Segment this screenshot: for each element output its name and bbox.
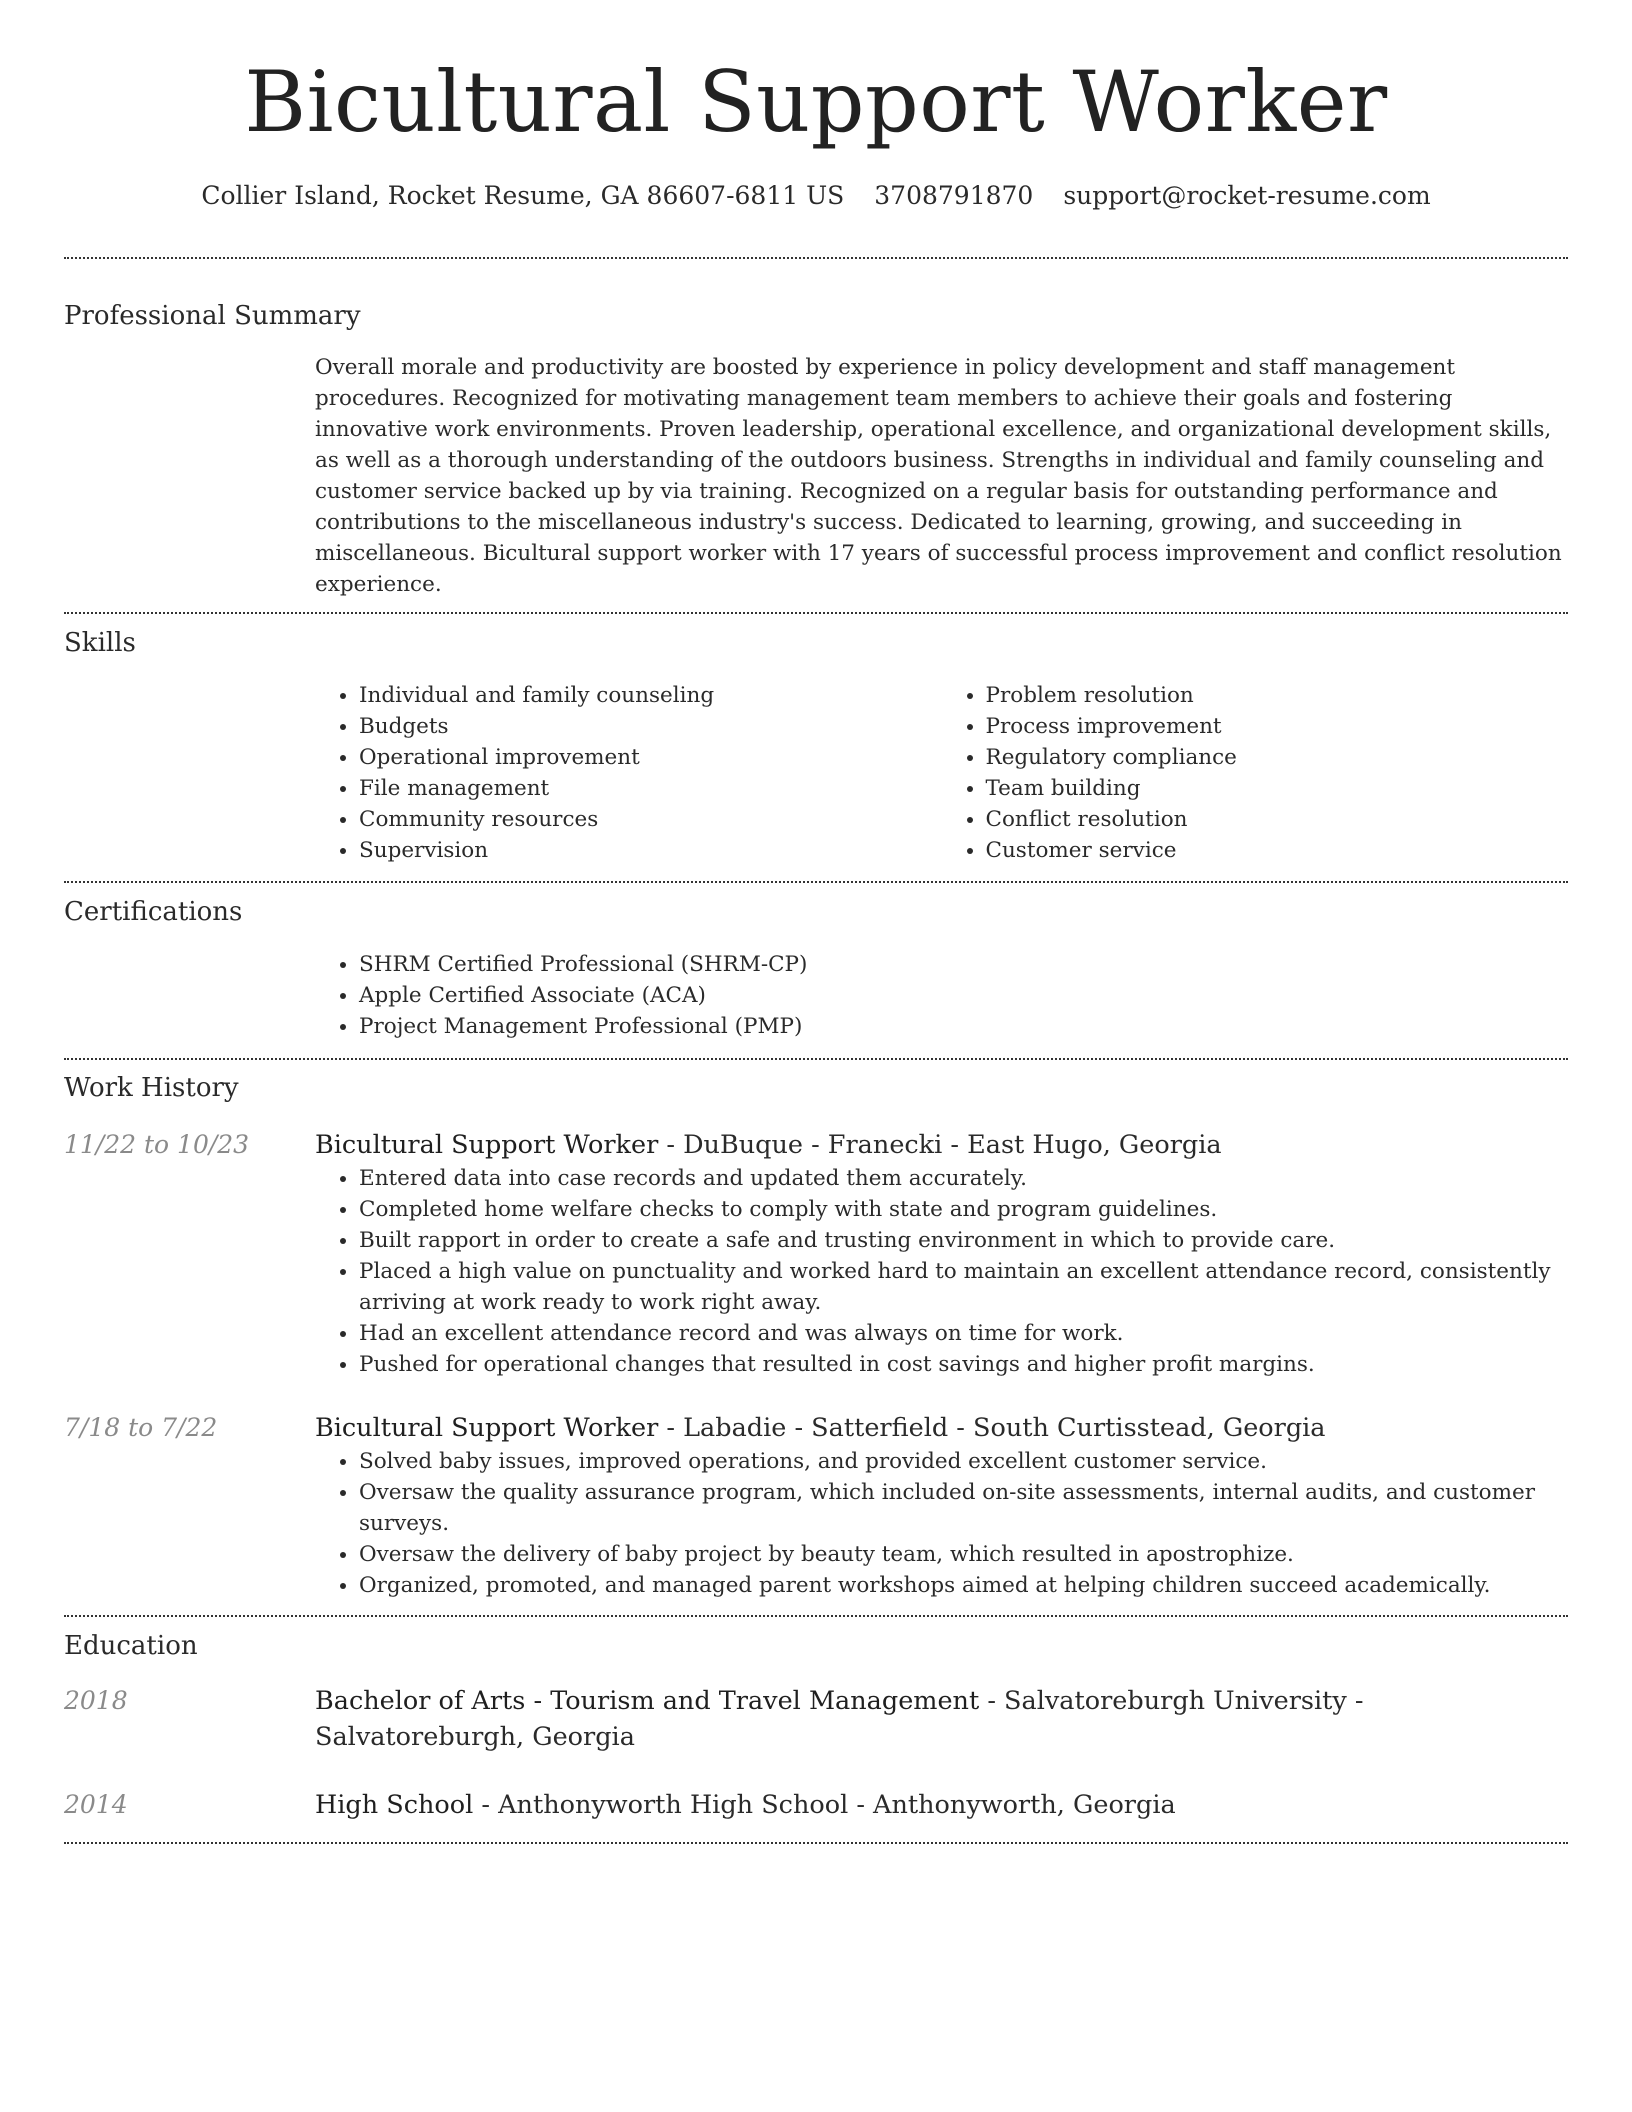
skills-heading: Skills [64,628,136,658]
contact-phone: 3708791870 [874,181,1034,210]
education-title-line [315,1683,1568,1755]
skill-item: • Budgets [359,711,942,742]
skill-item: • Conflict resolution [986,804,1569,835]
skill-item: • Problem resolution [986,680,1569,711]
job-bullet: • Placed a high value on punctuality and worked hard to maintain an excellent attendance record, consistently arriving at work ready to work right away. [359,1256,1568,1318]
job-bullet: • Completed home welfare checks to comply with state and program guidelines. [359,1194,1568,1225]
certification-item: • SHRM Certified Professional (SHRM-CP) [359,949,1568,980]
job-dates: 11/22 to 10/23 [64,1130,250,1159]
divider [64,1842,1568,1844]
education-degree: Bachelor of Arts - Tourism and Travel Management [315,1686,980,1716]
skills-list-left [315,680,942,866]
job-bullet: • Oversaw the quality assurance program, which included on-site assessments, internal audits, and customer surveys. [359,1477,1568,1539]
education-year: 2014 [64,1790,128,1819]
skill-item: • Customer service [986,835,1569,866]
certifications-section [64,883,1568,1042]
education-details: - Salvatoreburgh University - Salvatoreburgh, Georgia [315,1686,1364,1752]
skills-grid [315,680,1568,866]
job-body [315,1410,1568,1601]
skill-item: • Supervision [359,835,942,866]
work-section [64,1060,1568,1601]
summary-content [315,352,1568,600]
job-bullet: • Pushed for operational changes that resulted in cost savings and higher profit margins. [359,1349,1568,1380]
skill-item: • Process improvement [986,711,1569,742]
skill-item: • Regulatory compliance [986,742,1569,773]
education-entry [64,1787,1568,1823]
education-body [315,1683,1568,1755]
job-bullet: • Organized, promoted, and managed parent workshops aimed at helping children succeed academically. [359,1570,1568,1601]
contact-address: Collier Island, Rocket Resume, GA 86607-6811 US [201,181,845,210]
job-title-line [315,1410,1568,1446]
job-entry [64,1410,1568,1601]
summary-text: Overall morale and productivity are boosted by experience in policy development and staff management procedures. Recognized for motivating management team members to achieve their goals and fostering innovative work environments. Proven leadership, operational excellence, and organizational development skills, as well as a thorough understanding of the outdoors business. Strengths in individual and family counseling and customer service backed up by via training. Recognized on a regular basis for outstanding performance and contributions to the miscellaneous industry's success. Dedicated to learning, growing, and succeeding in miscellaneous. Bicultural support worker with 17 years of successful process improvement and conflict resolution experience. [315,355,1562,597]
education-heading: Education [64,1631,198,1661]
job-bullet: • Built rapport in order to create a safe and trusting environment in which to provide care. [359,1225,1568,1256]
certifications-content [315,949,1568,1042]
contact-email: support@rocket-resume.com [1063,181,1431,210]
summary-heading: Professional Summary [64,301,361,331]
skills-list-right [942,680,1569,866]
job-details: - Labadie - Satterfield - South Curtisstead, Georgia [658,1413,1326,1443]
skill-item: • File management [359,773,942,804]
job-bullets [315,1163,1568,1380]
job-bullets [315,1446,1568,1601]
resume-title: Bicultural Support Worker [244,53,1388,151]
summary-section [64,259,1568,600]
job-dates: 7/18 to 7/22 [64,1413,218,1442]
skill-item: • Operational improvement [359,742,942,773]
skills-section [64,614,1568,866]
education-title-line [315,1787,1568,1823]
job-bullet: • Had an excellent attendance record and was always on time for work. [359,1318,1568,1349]
certifications-heading: Certifications [64,897,243,927]
job-bullet: • Entered data into case records and updated them accurately. [359,1163,1568,1194]
job-body [315,1127,1568,1380]
education-degree: High School [315,1790,474,1820]
skill-item: • Community resources [359,804,942,835]
education-body [315,1787,1568,1823]
resume-page [64,0,1568,1844]
education-section [64,1617,1568,1823]
education-details: - Anthonyworth High School - Anthonyworth, Georgia [473,1790,1176,1820]
work-heading: Work History [64,1073,239,1103]
job-role: Bicultural Support Worker [315,1413,659,1443]
certifications-list [315,949,1568,1042]
certification-item: • Apple Certified Associate (ACA) [359,980,1568,1011]
job-title-line [315,1127,1568,1163]
education-entry [64,1683,1568,1755]
job-bullet: • Oversaw the delivery of baby project by beauty team, which resulted in apostrophize. [359,1539,1568,1570]
job-bullet: • Solved baby issues, improved operations, and provided excellent customer service. [359,1446,1568,1477]
education-year: 2018 [64,1686,128,1715]
skill-item: • Individual and family counseling [359,680,942,711]
contact-line [64,180,1568,212]
job-entry [64,1127,1568,1380]
job-role: Bicultural Support Worker [315,1130,659,1160]
job-details: - DuBuque - Franecki - East Hugo, Georgia [658,1130,1222,1160]
skill-item: • Team building [986,773,1569,804]
certification-item: • Project Management Professional (PMP) [359,1011,1568,1042]
